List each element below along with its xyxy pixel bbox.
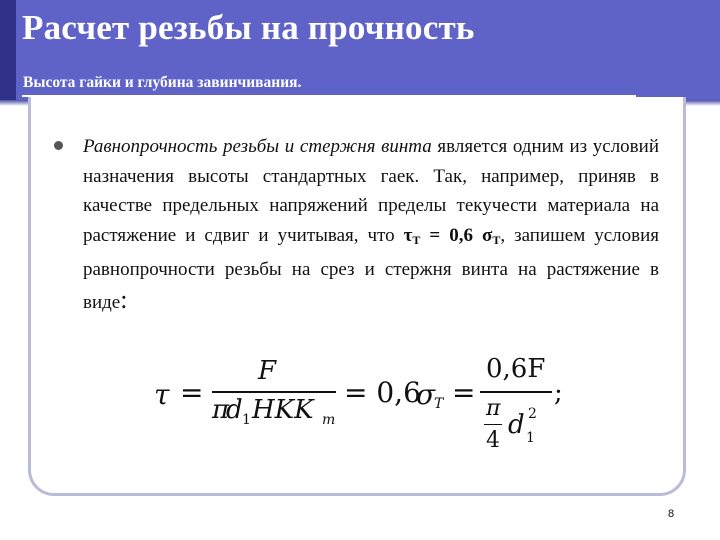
formula-frac1-bar [212, 391, 336, 393]
page-number: 8 [668, 508, 675, 520]
slide-title: Расчет резьбы на прочность [22, 8, 475, 47]
formula-frac1-numerator: F [258, 356, 277, 386]
bullet-text-part-2: , запишем условия равнопрочности резьбы на срез и стержня винта на растяжение в виде [83, 224, 660, 313]
strength-formula [150, 350, 570, 470]
formula-frac1-hkk: HKK [252, 395, 314, 425]
formula-frac2-d-sup: 2 [528, 406, 537, 422]
tau-subscript: T [412, 232, 421, 247]
header-accent-strip [0, 0, 16, 100]
equals-text: = 0,6 [420, 224, 482, 246]
formula-frac2-four: 4 [486, 428, 500, 453]
formula-sigma-sub: T [434, 396, 444, 412]
bullet-italic-lead: Равнопрочность резьбы и стержня винта [83, 136, 432, 157]
sigma-subscript: T [492, 232, 501, 247]
formula-sigma: σ [416, 378, 436, 411]
bullet-text-part-1: является одним из условий назначения высоты стандартных гаек. Так, например, приняв в качестве предельных напряжений пределы текучести материала на растяжение и сдвиг и учитывая, что [83, 136, 659, 246]
formula-equals-1: = [180, 376, 204, 409]
bullet-icon [54, 141, 63, 150]
formula-frac2-d-sub: 1 [526, 430, 535, 446]
formula-frac2-numerator: 0,6F [486, 354, 546, 384]
formula-semicolon: ; [554, 378, 563, 408]
formula-equals-2: = [452, 376, 476, 409]
bullet-paragraph [83, 132, 659, 317]
formula-frac1-pi: π [212, 395, 230, 425]
tau-symbol: τ [403, 224, 413, 246]
formula-frac1-m-sub: m [322, 412, 336, 428]
formula-frac2-d: d [508, 410, 525, 440]
formula-frac1-d-sub: 1 [242, 412, 251, 428]
formula-mid: = 0,6 [344, 376, 421, 409]
formula-frac2-inner-bar [484, 424, 502, 425]
bullet-colon: : [120, 284, 128, 314]
sigma-symbol: σ [482, 224, 493, 246]
slide-subtitle: Высота гайки и глубина завинчивания. [23, 74, 302, 91]
formula-frac2-bar [480, 391, 552, 393]
formula-tau: τ [154, 378, 170, 411]
formula-frac1-d: d [226, 395, 243, 425]
formula-frac2-pi: π [486, 396, 501, 421]
